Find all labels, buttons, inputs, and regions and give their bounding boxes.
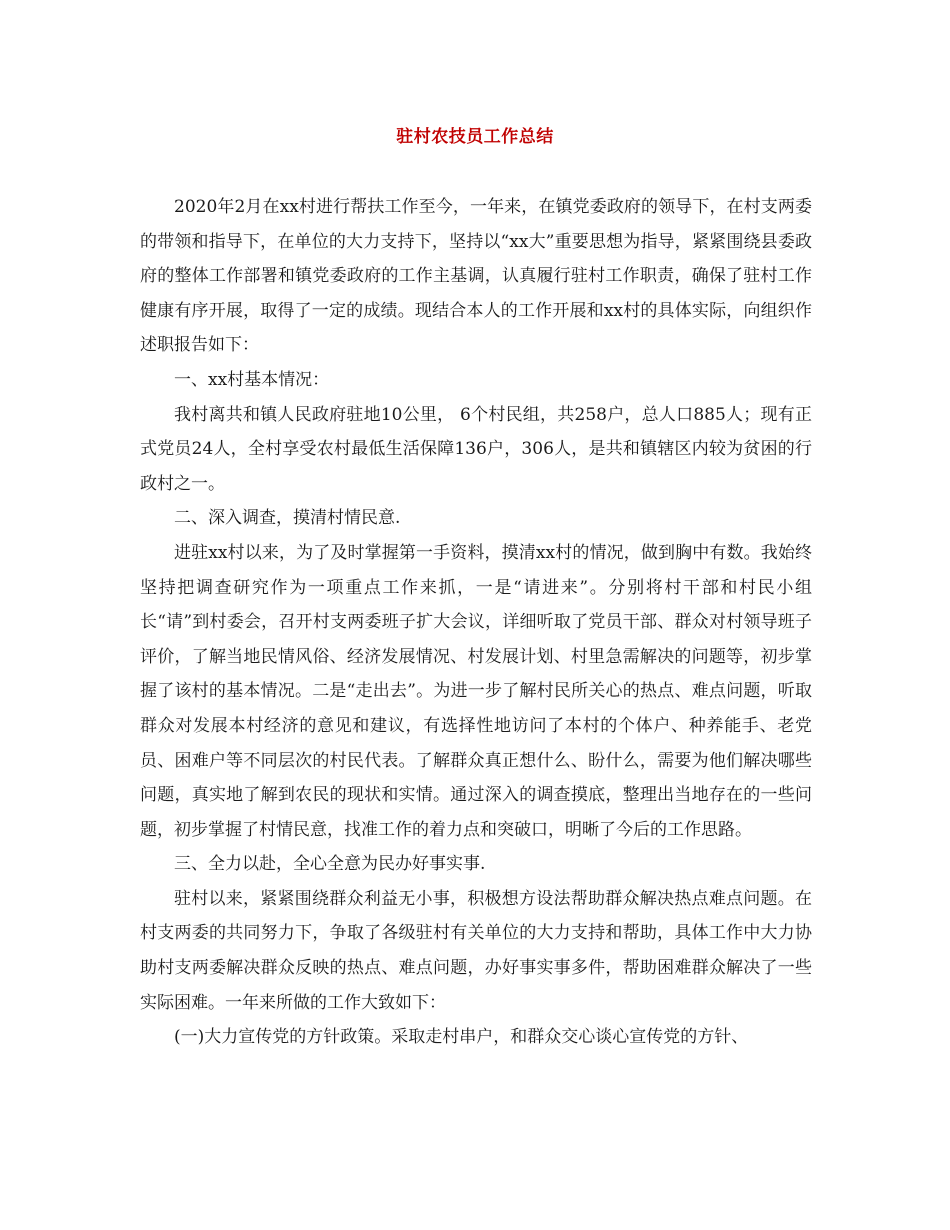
paragraph-intro: 2020年2月在xx村进行帮扶工作至今，一年来，在镇党委政府的领导下，在村支两委的带领和指导下，在单位的大力支持下，坚持以“xx大”重要思想为指导，紧紧围绕县委政府的整体工作部署和镇党委政府的工作主基调，认真履行驻村工作职责，确保了驻村工作健康有序开展，取得了一定的成绩。现结合本人的工作开展和xx村的具体实际，向组织作述职报告如下：: [140, 197, 812, 356]
paragraph-subsection-1: (一)大力宣传党的方针政策。采取走村串户，和群众交心谈心宣传党的方针、: [174, 1027, 749, 1048]
heading-section-1: 一、xx村基本情况：: [174, 369, 330, 390]
document-title: 驻村农技员工作总结: [396, 127, 554, 147]
paragraph-section-2: 进驻xx村以来，为了及时掌握第一手资料，摸清xx村的情况，做到胸中有数。我始终坚持把调查研究作为一项重点工作来抓，一是“请进来”。分别将村干部和村民小组长“请”到村委会，召开村支两委班子扩大会议，详细听取了党员干部、群众对村领导班子评价，了解当地民情风俗、经济发展情况、村发展计划、村里急需解决的问题等，初步掌握了该村的基本情况。二是“走出去”。为进一步了解村民所关心的热点、难点问题，听取群众对发展本村经济的意见和建议，有选择性地访问了本村的个体户、种养能手、老党员、困难户等不同层次的村民代表。了解群众真正想什么、盼什么，需要为他们解决哪些问题，真实地了解到农民的现状和实情。通过深入的调查摸底，整理出当地存在的一些问题，初步掌握了村情民意，找准工作的着力点和突破口，明晰了今后的工作思路。: [140, 542, 812, 840]
heading-section-3: 三、全力以赴，全心全意为民办好事实事.: [174, 854, 486, 875]
heading-section-2: 二、深入调查，摸清村情民意.: [174, 508, 401, 529]
paragraph-section-3: 驻村以来，紧紧围绕群众利益无小事，积极想方设法帮助群众解决热点难点问题。在村支两委的共同努力下，争取了各级驻村有关单位的大力支持和帮助，具体工作中大力协助村支两委解决群众反映的热点、难点问题，办好事实事多件，帮助困难群众解决了一些实际困难。一年来所做的工作大致如下：: [140, 888, 812, 1013]
paragraph-section-1: 我村离共和镇人民政府驻地10公里， 6个村民组，共258户，总人口885人；现有正式党员24人，全村享受农村最低生活保障136户，306人，是共和镇辖区内较为贫困的行政村之一。: [140, 404, 812, 494]
document-body: [140, 190, 812, 1055]
